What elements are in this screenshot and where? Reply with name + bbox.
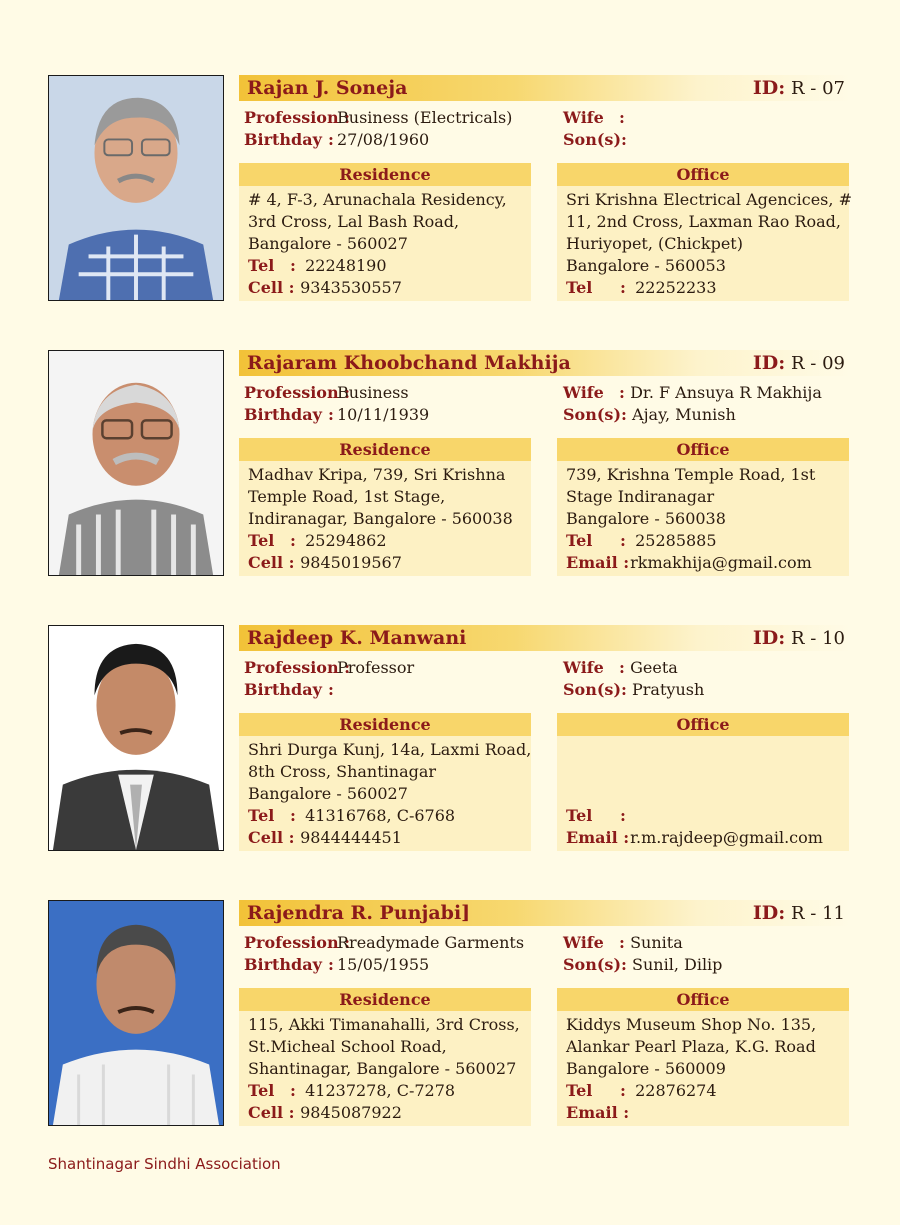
sons-value: Sunil, Dilip — [632, 955, 723, 974]
residence-tel: 22248190 — [305, 256, 387, 275]
residence-cell: 9845019567 — [300, 553, 402, 572]
office-tel: 22876274 — [635, 1081, 717, 1100]
wife-value: Geeta — [630, 658, 678, 677]
birthday-value: 15/05/1955 — [337, 955, 430, 974]
residence-header: Residence — [239, 713, 531, 736]
wife-value: Dr. F Ansuya R Makhija — [630, 383, 822, 402]
office-header: Office — [557, 163, 849, 186]
sons-value: Ajay, Munish — [632, 405, 736, 424]
residence-box: Residence Madhav Kripa, 739, Sri Krishna Temple Road, 1st Stage, Indiranagar, Bangalore - 560038 Tel : 25294862 Cell : 9845019567 — [239, 438, 531, 576]
sons-value: Pratyush — [632, 680, 705, 699]
birthday-value: 10/11/1939 — [337, 405, 430, 424]
residence-header: Residence — [239, 988, 531, 1011]
member-entry — [48, 350, 851, 578]
member-entry — [48, 900, 851, 1128]
office-email: r.m.rajdeep@gmail.com — [630, 828, 823, 847]
residence-header: Residence — [239, 438, 531, 461]
family-info: Wife : Dr. F Ansuya R Makhija Son(s): Ajay, Munish — [563, 383, 822, 424]
profession-value: Professor — [337, 658, 415, 677]
member-id: ID: R - 11 — [752, 902, 845, 924]
office-box: Office Tel : Email : r.m.rajdeep@gmail.com — [557, 713, 849, 851]
office-tel: 22252233 — [635, 278, 717, 297]
profession-birthday: Profession :Business (Electricals) Birthday : 27/08/1960 — [244, 108, 513, 149]
member-name: Rajaram Khoobchand Makhija — [247, 352, 571, 374]
office-email: rkmakhija@gmail.com — [630, 553, 812, 572]
member-id: ID: R - 09 — [752, 352, 845, 374]
family-info: Wife : Geeta Son(s): Pratyush — [563, 658, 705, 699]
office-header: Office — [557, 988, 849, 1011]
member-name: Rajdeep K. Manwani — [247, 627, 467, 649]
member-name-bar — [239, 75, 851, 101]
residence-cell: 9845087922 — [300, 1103, 402, 1122]
residence-box: Residence Shri Durga Kunj, 14a, Laxmi Road, 8th Cross, Shantinagar Bangalore - 560027 Tel : 41316768, C-6768 Cell : 9844444451 — [239, 713, 531, 851]
profession-birthday: Profession :Professor Birthday : — [244, 658, 415, 699]
office-box: Office Kiddys Museum Shop No. 135, Alankar Pearl Plaza, K.G. Road Bangalore - 560009 Tel : 22876274 Email : — [557, 988, 849, 1126]
member-name: Rajendra R. Punjabi] — [247, 902, 471, 924]
member-entry — [48, 625, 851, 853]
member-name-bar — [239, 625, 851, 651]
member-entry — [48, 75, 851, 303]
residence-tel: 25294862 — [305, 531, 387, 550]
residence-cell: 9844444451 — [300, 828, 402, 847]
member-photo — [48, 625, 224, 851]
member-id: ID: R - 10 — [752, 627, 845, 649]
residence-header: Residence — [239, 163, 531, 186]
member-photo — [48, 75, 224, 301]
wife-value: Sunita — [630, 933, 683, 952]
member-name-bar — [239, 350, 851, 376]
member-id: ID: R - 07 — [752, 77, 845, 99]
residence-cell: 9343530557 — [300, 278, 402, 297]
residence-tel: 41316768, C-6768 — [305, 806, 456, 825]
profession-value: Rreadymade Garments — [337, 933, 525, 952]
member-name-bar — [239, 900, 851, 926]
profession-value: Business (Electricals) — [337, 108, 513, 127]
residence-box: Residence 115, Akki Timanahalli, 3rd Cross, St.Micheal School Road, Shantinagar, Bangalore - 560027 Tel : 41237278, C-7278 Cell : 9845087922 — [239, 988, 531, 1126]
office-header: Office — [557, 713, 849, 736]
office-tel: 25285885 — [635, 531, 717, 550]
office-header: Office — [557, 438, 849, 461]
member-photo — [48, 350, 224, 576]
residence-tel: 41237278, C-7278 — [305, 1081, 456, 1100]
profession-birthday: Profession :Rreadymade Garments Birthday : 15/05/1955 — [244, 933, 525, 974]
birthday-value: 27/08/1960 — [337, 130, 430, 149]
family-info: Wife : Son(s): — [563, 108, 627, 149]
footer-association-name: Shantinagar Sindhi Association — [48, 1155, 281, 1173]
member-photo — [48, 900, 224, 1126]
profession-birthday: Profession :Business Birthday : 10/11/1939 — [244, 383, 430, 424]
profession-value: Business — [337, 383, 409, 402]
family-info: Wife : Sunita Son(s): Sunil, Dilip — [563, 933, 723, 974]
office-box: Office Sri Krishna Electrical Agencices, # 11, 2nd Cross, Laxman Rao Road, Huriyopet, (Chickpet) Bangalore - 560053 Tel : 22252233 — [557, 163, 849, 301]
office-box: Office 739, Krishna Temple Road, 1st Stage Indiranagar Bangalore - 560038 Tel : 25285885 Email : rkmakhija@gmail.com — [557, 438, 849, 576]
residence-box: Residence # 4, F-3, Arunachala Residency, 3rd Cross, Lal Bash Road, Bangalore - 560027 Tel : 22248190 Cell : 9343530557 — [239, 163, 531, 301]
member-name: Rajan J. Soneja — [247, 77, 408, 99]
